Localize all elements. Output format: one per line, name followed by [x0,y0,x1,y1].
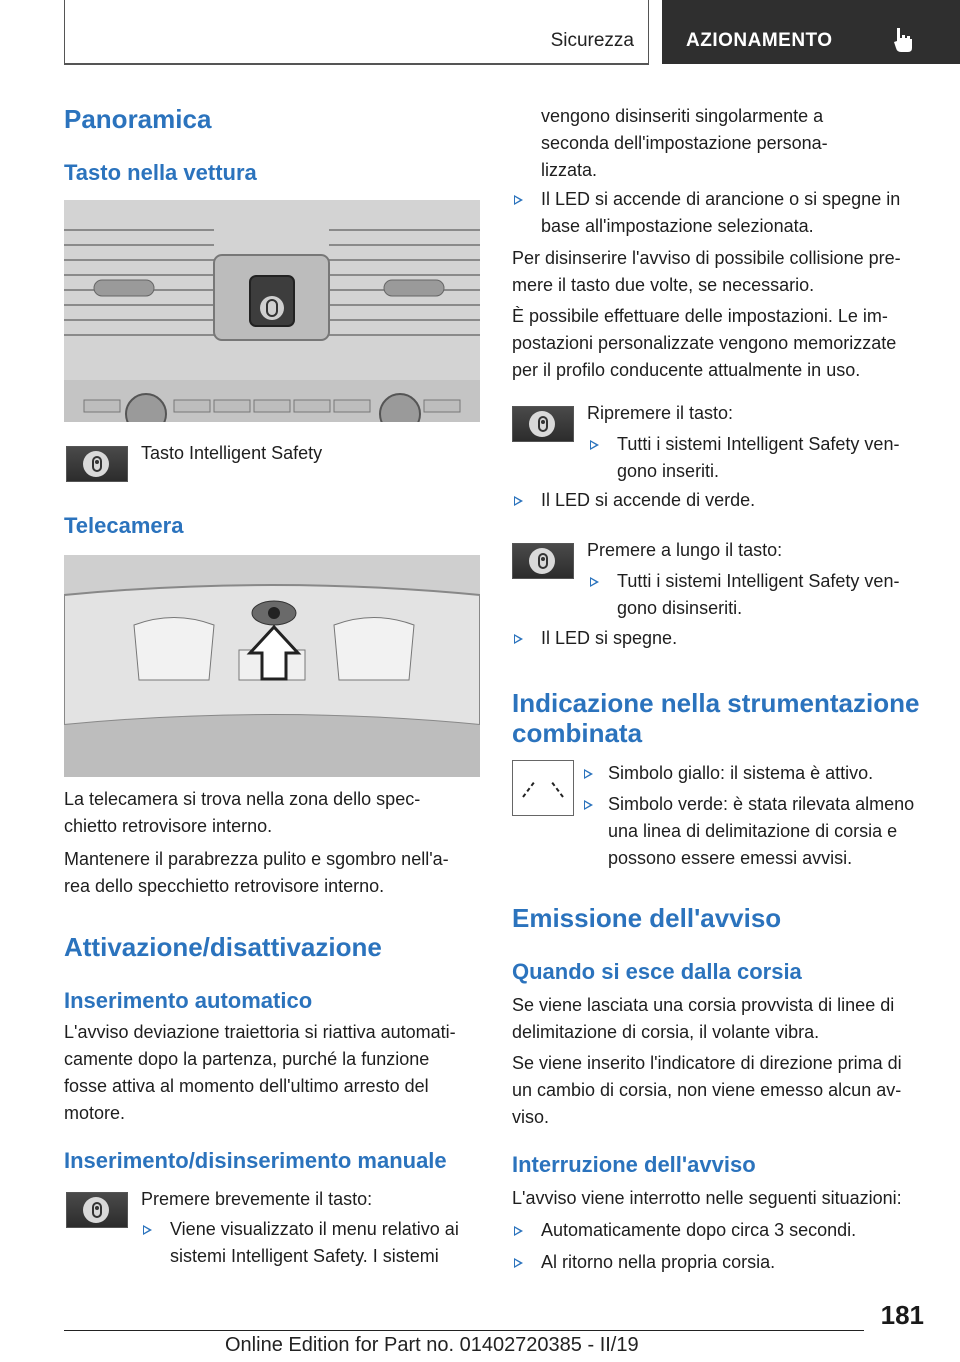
bullet-disinseriti-line1: Tutti i sistemi Intelligent Safety ven- [617,571,900,591]
p-impostazioni-line1: È possibile effettuare delle impostazioni. Le im- [512,306,888,326]
heading-quando-corsia: Quando si esce dalla corsia [512,959,802,984]
bullet-triangle-icon [514,1258,523,1268]
heading-emissione: Emissione dell'avviso [512,903,782,933]
header-rule-mid [648,0,649,64]
p-telecamera-1-line1: La telecamera si trova nella zona dello spec- [64,789,421,809]
bullet-triangle-icon [584,800,593,810]
safety-dot [541,557,545,561]
safety-glyph-icon [538,416,548,432]
bullet-triangle-icon [514,1226,523,1236]
bullet-simbolo-giallo: Simbolo giallo: il sistema è attivo. [608,763,874,783]
page-number: 181 [880,1300,924,1330]
bullet-inseriti-line1: Tutti i sistemi Intelligent Safety ven- [617,434,900,454]
p-ripremere: Ripremere il tasto: [587,403,734,423]
bullet-led-arancione-line1: Il LED si accende di arancione o si spegne in [541,189,901,209]
p-telecamera-2-line1: Mantenere il parabrezza pulito e sgombro nell'a- [64,849,449,869]
bullet-led-arancione-line2: base all'impostazione selezionata. [541,216,814,236]
bullet-disinseriti-line2: gono disinseriti. [617,598,743,618]
caption-tasto-intelligent-safety: Tasto Intelligent Safety [141,443,323,463]
bullet-triangle-icon [590,440,599,450]
bullet-ritorno: Al ritorno nella propria corsia. [541,1252,776,1272]
p-telecamera-1-line2: chietto retrovisore interno. [64,816,273,836]
bullet-simbolo-verde-line2: una linea di delimitazione di corsia e [608,821,898,841]
camera-windshield-photo [64,555,480,777]
footer-edition: Online Edition for Part no. 01402720385 - II/19 [225,1334,639,1356]
p-automatico-line3: fosse attiva al momento dell'ultimo arresto del [64,1076,429,1096]
heading-indicazione-line2: combinata [512,718,643,748]
heading-indicazione-line1: Indicazione nella strumentazione [512,688,920,718]
heading-telecamera: Telecamera [64,513,184,538]
bullet-triangle-icon [590,577,599,587]
bullet-inseriti-line2: gono inseriti. [617,461,720,481]
header-chapter-label: AZIONAMENTO [686,30,833,51]
heading-inserimento-automatico: Inserimento automatico [64,988,313,1013]
header-section-title: Sicurezza [550,30,634,51]
bullet-simbolo-verde-line3: possono essere emessi avvisi. [608,848,853,868]
cont-line2: seconda dell'impostazione persona- [541,133,828,153]
safety-glyph-icon [538,553,548,569]
intelligent-safety-button-icon-2 [66,1192,128,1228]
intelligent-safety-button-icon [66,446,128,482]
bullet-triangle-icon [143,1225,152,1235]
p-indicatore-line2: un cambio di corsia, non viene emesso alcun av- [512,1080,902,1100]
header-rule-left [64,0,65,64]
heading-panoramica: Panoramica [64,104,212,134]
p-impostazioni-line2: postazioni personalizzate vengono memorizzate [512,333,897,353]
bullet-led-verde: Il LED si accende di verde. [541,490,756,510]
p-interrotto: L'avviso viene interrotto nelle seguenti situazioni: [512,1188,902,1208]
safety-glyph-icon [92,456,102,472]
bullet-simbolo-verde-line1: Simbolo verde: è stata rilevata almeno [608,794,915,814]
cont-line3: lizzata. [541,160,598,180]
p-indicatore-line3: viso. [512,1107,550,1127]
safety-dot [541,420,545,424]
safety-glyph-icon [92,1202,102,1218]
footer-rule [64,1330,864,1331]
heading-inserimento-manuale: Inserimento/disinserimento manuale [64,1148,447,1173]
p-lasciata-line1: Se viene lasciata una corsia provvista di linee di [512,995,895,1015]
p-premere-brevemente: Premere brevemente il tasto: [141,1189,373,1209]
bullet-triangle-icon [584,769,593,779]
heading-tasto-vettura: Tasto nella vettura [64,160,257,185]
p-premere-lungo: Premere a lungo il tasto: [587,540,783,560]
pointing-hand-icon [888,24,918,54]
bullet-automaticamente: Automaticamente dopo circa 3 secondi. [541,1220,857,1240]
p-disinserire-line2: mere il tasto due volte, se necessario. [512,275,815,295]
safety-dot [95,460,99,464]
header-chapter-tab[interactable] [662,0,960,64]
header-rule-bottom [64,63,649,65]
cont-line1: vengono disinseriti singolarmente a [541,106,824,126]
heading-interruzione: Interruzione dell'avviso [512,1152,756,1177]
bullet-triangle-icon [514,195,523,205]
p-indicatore-line1: Se viene inserito l'indicatore di direzione prima di [512,1053,902,1073]
p-automatico-line1: L'avviso deviazione traiettoria si riattiva automati- [64,1022,456,1042]
bullet-led-spegne: Il LED si spegne. [541,628,678,648]
safety-dot [95,1206,99,1210]
bullet-triangle-icon [514,496,523,506]
intelligent-safety-button-icon-3 [512,406,574,442]
p-lasciata-line2: delimitazione di corsia, il volante vibra. [512,1022,820,1042]
dashboard-button-photo [64,200,480,422]
p-automatico-line4: motore. [64,1103,126,1123]
p-automatico-line2: camente dopo la partenza, purché la funzione [64,1049,430,1069]
heading-attivazione: Attivazione/disattivazione [64,932,382,962]
p-impostazioni-line3: per il profilo conducente attualmente in uso. [512,360,861,380]
p-telecamera-2-line2: rea dello specchietto retrovisore interno. [64,876,385,896]
bullet-menu-line1: Viene visualizzato il menu relativo ai [170,1219,459,1239]
lane-departure-symbol-icon [512,760,574,816]
bullet-menu-line2: sistemi Intelligent Safety. I sistemi [170,1246,439,1266]
bullet-triangle-icon [514,634,523,644]
intelligent-safety-button-icon-4 [512,543,574,579]
p-disinserire-line1: Per disinserire l'avviso di possibile collisione pre- [512,248,901,268]
